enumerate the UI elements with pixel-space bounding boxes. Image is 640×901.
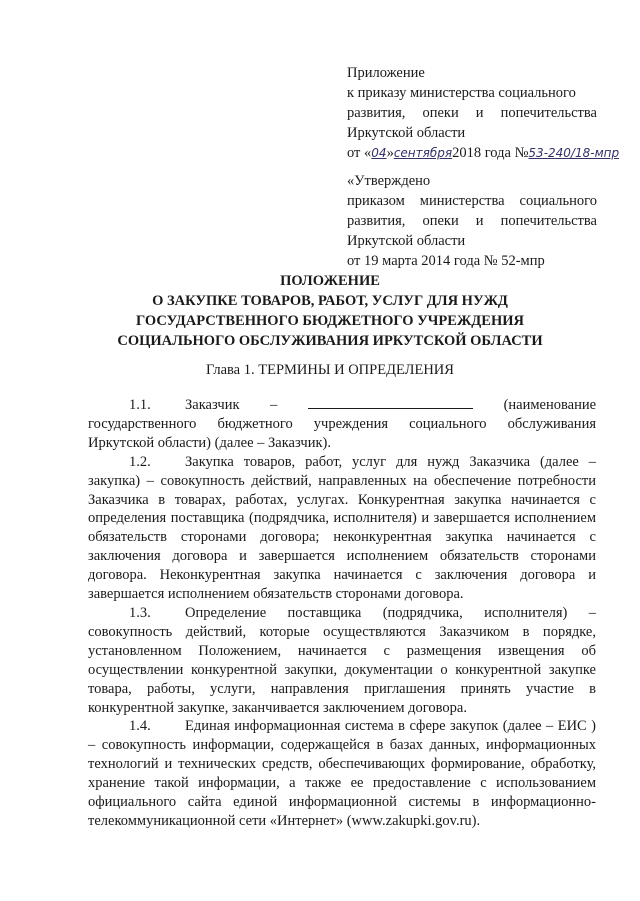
title-line-3: ГОСУДАРСТВЕННОГО БЮДЖЕТНОГО УЧРЕЖДЕНИЯ bbox=[136, 313, 524, 329]
clause-number: 1.2. bbox=[129, 453, 151, 470]
appendix-label: Приложение bbox=[347, 65, 425, 81]
appendix-date-line bbox=[347, 143, 620, 163]
appendix-region: Иркутской области bbox=[347, 125, 466, 141]
clause-number: 1.3. bbox=[129, 604, 151, 621]
approved-ministry: развития, опеки и попечительства bbox=[347, 213, 597, 229]
clause-1-4 bbox=[88, 717, 596, 830]
approval-block-appendix bbox=[347, 63, 620, 163]
approved-label: «Утверждено bbox=[347, 173, 431, 189]
clause-1-1 bbox=[88, 396, 596, 453]
approval-block-approved bbox=[347, 171, 597, 271]
title-line-1: ПОЛОЖЕНИЕ bbox=[280, 273, 380, 289]
clause-1-2 bbox=[88, 453, 596, 604]
date-year: 2018 года № bbox=[452, 145, 529, 161]
handwritten-day: 04 bbox=[371, 146, 387, 160]
approved-order-ref: приказом министерства социального bbox=[347, 193, 597, 209]
approved-region: Иркутской области bbox=[347, 233, 466, 249]
title-line-2: О ЗАКУПКЕ ТОВАРОВ, РАБОТ, УСЛУГ ДЛЯ НУЖД bbox=[152, 293, 508, 309]
blank-field bbox=[308, 396, 473, 409]
appendix-ministry: развития, опеки и попечительства bbox=[347, 105, 597, 121]
clause-number: 1.1. bbox=[129, 397, 151, 413]
clause-text: Закупка товаров, работ, услуг для нужд Заказчика (далее – закупка) – совокупность действий, направленных на обеспечение потребности Заказчика в товарах, работах, услугах. Конкурентная закупка начинается с определения поставщика (подрядчика, исполнителя) и завершается исполнением обязательств сторонами договора; неконкурентная закупка начинается с заключения договора и завершается исполнением обязательств сторонами договора. Неконкурентная закупка начинается с заключения договора и завершается исполнением обязательств сторонами договора. bbox=[88, 453, 596, 603]
date-prefix: от « bbox=[347, 145, 372, 161]
clause-number: 1.4. bbox=[129, 718, 151, 735]
clause-text-start: Заказчик – bbox=[185, 397, 278, 413]
chapter-heading: Глава 1. ТЕРМИНЫ И ОПРЕДЕЛЕНИЯ bbox=[206, 362, 454, 378]
approved-date: от 19 марта 2014 года № 52-мпр bbox=[347, 253, 545, 269]
title-line-4: СОЦИАЛЬНОГО ОБСЛУЖИВАНИЯ ИРКУТСКОЙ ОБЛАСТИ bbox=[117, 333, 543, 349]
handwritten-month: сентября bbox=[393, 146, 453, 160]
document-body bbox=[88, 396, 596, 831]
appendix-order-ref: к приказу министерства социального bbox=[347, 85, 576, 101]
clause-text: Единая информационная система в сфере закупок (далее – ЕИС ) – совокупность информации, содержащейся в базах данных, информационных технологий и технических средств, обеспечивающих формирование, обработку, хранение такой информации, а также ее предоставление с использованием официального сайта единой информационной системы в информационно-телекоммуникационной сети «Интернет» (www.zakupki.gov.ru). bbox=[88, 718, 596, 829]
document-title bbox=[60, 271, 600, 351]
clause-1-3 bbox=[88, 604, 596, 717]
clause-text: Определение поставщика (подрядчика, исполнителя) – совокупность действий, которые осуществляются Заказчиком в порядке, установленном Положением, начинается с размещения извещения об осуществлении конкурентной закупки, документации о конкурентной закупке товара, работы, услуги, направления приглашения принять участие в конкурентной закупке, заканчивается заключением договора. bbox=[88, 604, 596, 716]
date-mid: » bbox=[386, 145, 394, 161]
clause-text-end: (наименование государственного бюджетного учреждения социального обслуживания Иркутской области) (далее – Заказчик). bbox=[88, 397, 597, 451]
handwritten-order-number: 53-240/18-мпр bbox=[528, 146, 620, 160]
